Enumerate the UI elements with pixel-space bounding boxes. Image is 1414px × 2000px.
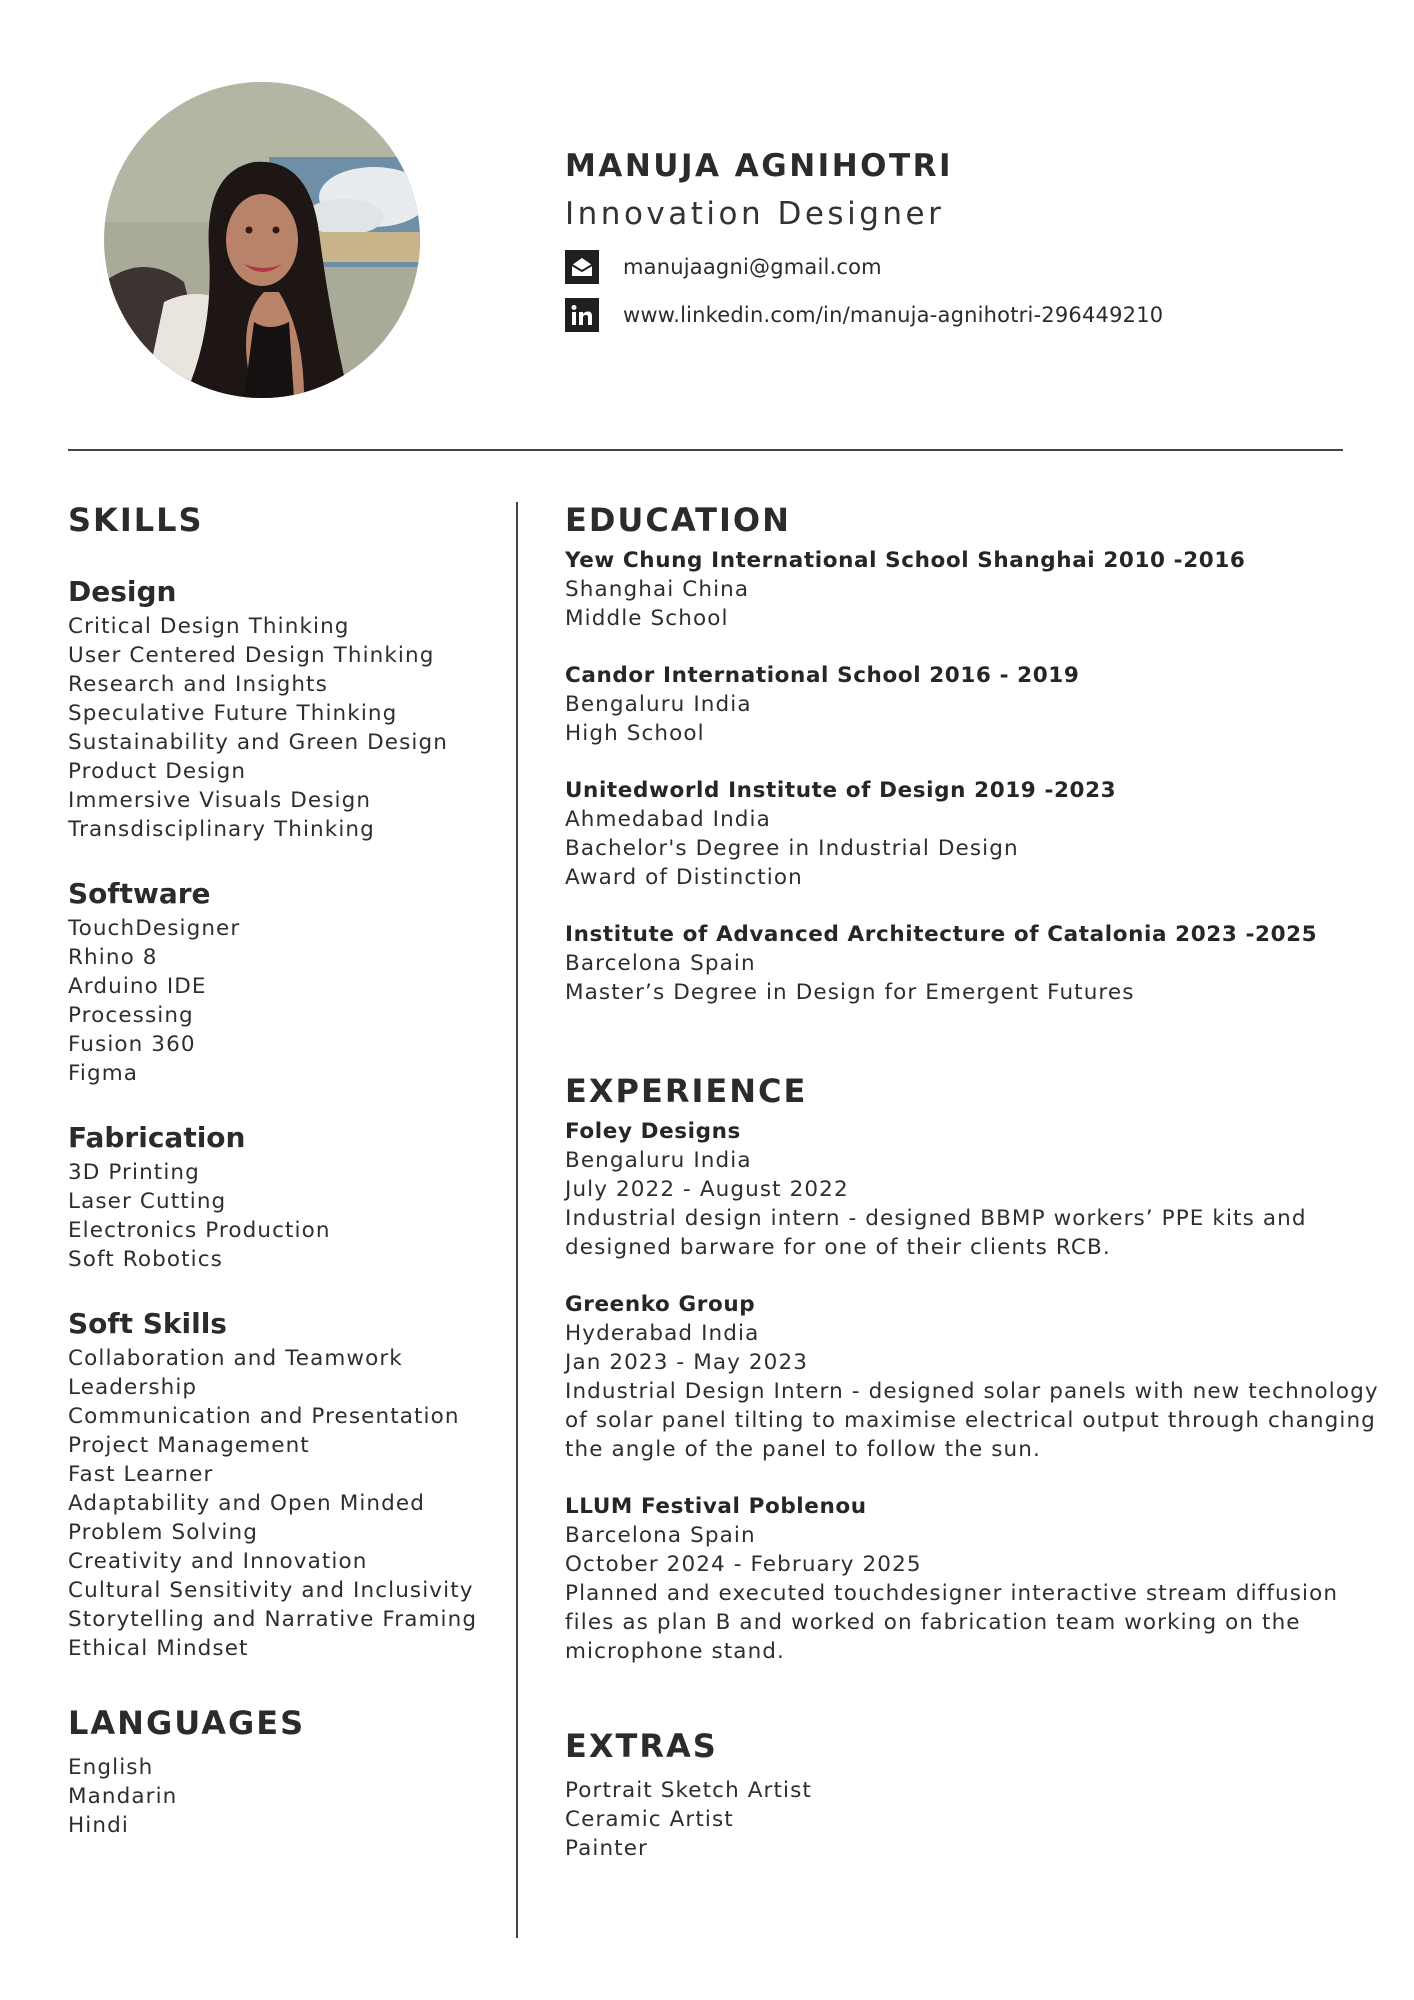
list-item: Product Design <box>68 759 247 784</box>
languages-list <box>68 1753 498 1840</box>
list-item: Rhino 8 <box>68 945 158 970</box>
education-title: Unitedworld Institute of Design 2019 -2023 <box>565 778 1117 803</box>
experience-dates: October 2024 - February 2025 <box>565 1552 922 1577</box>
education-award: Award of Distinction <box>565 865 803 890</box>
envelope-icon <box>565 250 599 284</box>
skills-heading: SKILLS <box>68 501 204 539</box>
column-divider <box>516 502 518 1938</box>
email-text[interactable]: manujaagni@gmail.com <box>623 255 882 279</box>
header-divider <box>68 449 1343 451</box>
skills-soft <box>68 1306 498 1663</box>
profile-photo-image <box>104 82 420 398</box>
list-item: English <box>68 1755 154 1780</box>
education-entry <box>565 920 1385 1007</box>
education-entry <box>565 661 1385 748</box>
list-item: Immersive Visuals Design <box>68 788 372 813</box>
experience-dates: Jan 2023 - May 2023 <box>565 1350 809 1375</box>
experience-entry <box>565 1117 1385 1262</box>
education-level: Bachelor's Degree in Industrial Design <box>565 836 1019 861</box>
list-item: Fusion 360 <box>68 1032 196 1057</box>
experience-entry <box>565 1290 1385 1464</box>
education-location: Barcelona Spain <box>565 951 756 976</box>
extras-list <box>565 1776 1385 1863</box>
education-location: Shanghai China <box>565 577 750 602</box>
list-item: Critical Design Thinking <box>68 614 350 639</box>
list-item: Ethical Mindset <box>68 1636 249 1661</box>
experience-company: LLUM Festival Poblenou <box>565 1494 867 1519</box>
list-item: Arduino IDE <box>68 974 207 999</box>
education-location: Bengaluru India <box>565 692 752 717</box>
experience-description: Industrial Design Intern - designed solar panels with new technology of solar panel tilting to maximise electrical output through changing the angle of the panel to follow the sun. <box>565 1379 1379 1462</box>
candidate-role: Innovation Designer <box>565 196 945 232</box>
languages-section <box>68 1703 498 1840</box>
list-item: Cultural Sensitivity and Inclusivity <box>68 1578 474 1603</box>
list-item: Hindi <box>68 1813 129 1838</box>
experience-location: Hyderabad India <box>565 1321 760 1346</box>
list-item: Creativity and Innovation <box>68 1549 368 1574</box>
education-location: Ahmedabad India <box>565 807 771 832</box>
skills-fabrication-title: Fabrication <box>68 1121 246 1154</box>
experience-dates: July 2022 - August 2022 <box>565 1177 849 1202</box>
list-item: Collaboration and Teamwork <box>68 1346 403 1371</box>
skills-software-list <box>68 914 498 1088</box>
right-column <box>565 500 1385 1863</box>
education-title: Institute of Advanced Architecture of Catalonia 2023 -2025 <box>565 922 1318 947</box>
experience-company: Greenko Group <box>565 1292 756 1317</box>
list-item: Ceramic Artist <box>565 1807 734 1832</box>
list-item: Storytelling and Narrative Framing <box>68 1607 478 1632</box>
contact-email[interactable] <box>565 250 882 284</box>
list-item: Portrait Sketch Artist <box>565 1778 812 1803</box>
experience-description: Industrial design intern - designed BBMP workers’ PPE kits and designed barware for one of their clients RCB. <box>565 1206 1307 1260</box>
candidate-name: MANUJA AGNIHOTRI <box>565 148 954 184</box>
skills-fabrication <box>68 1120 498 1274</box>
experience-heading: EXPERIENCE <box>565 1072 808 1110</box>
skills-design-list <box>68 612 498 844</box>
list-item: Leadership <box>68 1375 198 1400</box>
list-item: TouchDesigner <box>68 916 241 941</box>
experience-company: Foley Designs <box>565 1119 741 1144</box>
experience-location: Bengaluru India <box>565 1148 752 1173</box>
list-item: Mandarin <box>68 1784 178 1809</box>
skills-soft-title: Soft Skills <box>68 1307 227 1340</box>
linkedin-icon <box>565 298 599 332</box>
list-item: Research and Insights <box>68 672 328 697</box>
list-item: Laser Cutting <box>68 1189 227 1214</box>
skills-software-title: Software <box>68 877 211 910</box>
list-item: Speculative Future Thinking <box>68 701 398 726</box>
education-title: Yew Chung International School Shanghai 2010 -2016 <box>565 548 1246 573</box>
education-level: Middle School <box>565 606 729 631</box>
list-item: Communication and Presentation <box>68 1404 460 1429</box>
list-item: Fast Learner <box>68 1462 214 1487</box>
education-entry <box>565 546 1385 633</box>
list-item: Processing <box>68 1003 194 1028</box>
list-item: Electronics Production <box>68 1218 331 1243</box>
list-item: Adaptability and Open Minded <box>68 1491 425 1516</box>
skills-software <box>68 876 498 1088</box>
list-item: Project Management <box>68 1433 310 1458</box>
languages-heading: LANGUAGES <box>68 1704 306 1742</box>
list-item: Figma <box>68 1061 139 1086</box>
profile-photo <box>104 82 420 398</box>
skills-design-title: Design <box>68 575 177 608</box>
education-level: Master’s Degree in Design for Emergent Futures <box>565 980 1135 1005</box>
experience-location: Barcelona Spain <box>565 1523 756 1548</box>
education-title: Candor International School 2016 - 2019 <box>565 663 1080 688</box>
list-item: Transdisciplinary Thinking <box>68 817 375 842</box>
extras-heading: EXTRAS <box>565 1727 718 1765</box>
linkedin-text[interactable]: www.linkedin.com/in/manuja-agnihotri-296449210 <box>623 303 1164 327</box>
skills-design <box>68 574 498 844</box>
skills-soft-list <box>68 1344 498 1663</box>
education-entry <box>565 776 1385 892</box>
list-item: Soft Robotics <box>68 1247 223 1272</box>
list-item: Painter <box>565 1836 648 1861</box>
list-item: User Centered Design Thinking <box>68 643 435 668</box>
education-level: High School <box>565 721 705 746</box>
list-item: Problem Solving <box>68 1520 258 1545</box>
left-column <box>68 500 498 1840</box>
list-item: Sustainability and Green Design <box>68 730 448 755</box>
education-heading: EDUCATION <box>565 501 791 539</box>
contact-linkedin[interactable] <box>565 298 1163 332</box>
list-item: 3D Printing <box>68 1160 200 1185</box>
skills-fabrication-list <box>68 1158 498 1274</box>
experience-description: Planned and executed touchdesigner interactive stream diffusion files as plan B and worked on fabrication team working on the microphone stand. <box>565 1581 1339 1664</box>
experience-entry <box>565 1492 1385 1666</box>
